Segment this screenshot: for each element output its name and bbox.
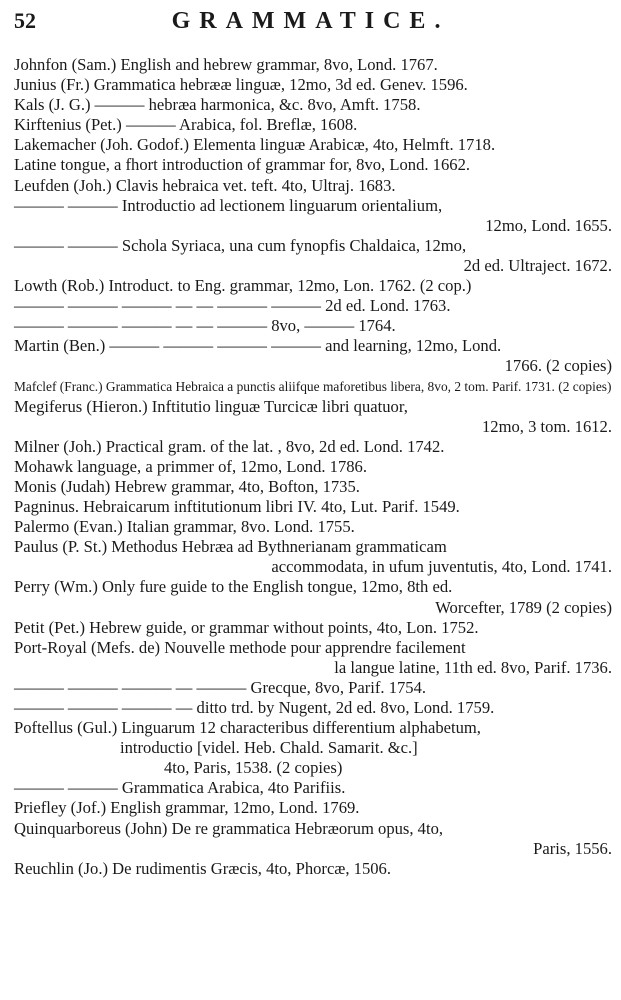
entry-line: Mafclef (Franc.) Grammatica Hebraica a punctis aliifque maforetibus libera, 8vo, 2 tom. Parif. 1731. (2 copies): [14, 378, 612, 394]
entry-line: Milner (Joh.) Practical gram. of the lat. , 8vo, 2d ed. Lond. 1742.: [14, 436, 445, 456]
bibliography-entry: [14, 618, 612, 638]
entry-line: Martin (Ben.) ——— ——— ——— ——— and learning, 12mo, Lond.: [14, 336, 502, 356]
entry-line: 12mo, Lond. 1655.: [485, 215, 612, 235]
bibliography-entry: [14, 397, 612, 437]
bibliography-entry: [14, 497, 612, 517]
bibliography-entry: [14, 155, 612, 175]
entry-line: ——— ——— ——— — — ——— 8vo, ——— 1764.: [14, 316, 396, 336]
entry-line: Lakemacher (Joh. Godof.) Elementa linguæ Arabicæ, 4to, Helmft. 1718.: [14, 135, 496, 155]
bibliography-entry: [14, 798, 612, 818]
entry-line: 2d ed. Ultraject. 1672.: [463, 255, 612, 275]
entry-line: Reuchlin (Jo.) De rudimentis Græcis, 4to, Phorcæ, 1506.: [14, 858, 392, 878]
entry-line: introductio [videl. Heb. Chald. Samarit. &c.]: [120, 738, 418, 758]
entry-line: Palermo (Evan.) Italian grammar, 8vo. Lond. 1755.: [14, 517, 355, 537]
entry-line: Monis (Judah) Hebrew grammar, 4to, Bofton, 1735.: [14, 476, 360, 496]
bibliography-entry: [14, 135, 612, 155]
entry-line: Megiferus (Hieron.) Inftitutio linguæ Turcicæ libri quatuor,: [14, 396, 408, 416]
bibliography-entry: [14, 95, 612, 115]
bibliography-entry: [14, 377, 612, 397]
entry-line: Quinquarboreus (John) De re grammatica Hebræorum opus, 4to,: [14, 818, 444, 838]
bibliography-entry: [14, 859, 612, 879]
bibliography-entry: [14, 778, 612, 798]
entry-line: Johnfon (Sam.) English and hebrew grammar, 8vo, Lond. 1767.: [14, 55, 438, 74]
bibliography-entry: [14, 316, 612, 336]
entry-line: Kirftenius (Pet.) ——— Arabica, fol. Breflæ, 1608.: [14, 115, 358, 135]
entry-line: 1766. (2 copies): [504, 356, 612, 376]
entry-line: accommodata, in ufum juventutis, 4to, Lond. 1741.: [271, 557, 612, 577]
bibliography-entry: [14, 477, 612, 497]
entry-line: ——— ——— ——— — ——— Grecque, 8vo, Parif. 1754.: [14, 677, 427, 697]
entry-line: ——— ——— Introductio ad lectionem linguarum orientalium,: [14, 195, 443, 215]
bibliography-entry: [14, 698, 612, 718]
bibliography-entry: [14, 336, 612, 376]
entry-line: Petit (Pet.) Hebrew guide, or grammar without points, 4to, Lon. 1752.: [14, 617, 479, 637]
entry-line: 4to, Paris, 1538. (2 copies): [164, 758, 343, 778]
bibliography-entry: [14, 517, 612, 537]
bibliography-entry: [14, 678, 612, 698]
entry-line: Latine tongue, a fhort introduction of grammar for, 8vo, Lond. 1662.: [14, 155, 471, 175]
running-title: GRAMMATICE.: [171, 8, 450, 34]
bibliography-entry: [14, 457, 612, 477]
entry-line: Kals (J. G.) ——— hebræa harmonica, &c. 8vo, Amft. 1758.: [14, 95, 421, 115]
bibliography-entry: [14, 55, 612, 75]
entry-line: ——— ——— ——— — ditto trd. by Nugent, 2d ed. 8vo, Lond. 1759.: [14, 698, 495, 717]
bibliography-entries: [14, 55, 612, 879]
bibliography-entry: [14, 196, 612, 236]
bibliography-entry: [14, 537, 612, 577]
bibliography-entry: [14, 236, 612, 276]
entry-line: Priefley (Jof.) English grammar, 12mo, Lond. 1769.: [14, 798, 360, 818]
entry-line: Mohawk language, a primmer of, 12mo, Lond. 1786.: [14, 456, 368, 476]
entry-line: ——— ——— Schola Syriaca, una cum fynopfis Chaldaica, 12mo,: [14, 235, 467, 255]
bibliography-entry: [14, 176, 612, 196]
entry-line: Perry (Wm.) Only fure guide to the English tongue, 12mo, 8th ed.: [14, 577, 453, 597]
bibliography-entry: [14, 577, 612, 617]
entry-line: ——— ——— Grammatica Arabica, 4to Parifiis.: [14, 778, 346, 798]
entry-line: Paulus (P. St.) Methodus Hebræa ad Bythnerianam grammaticam: [14, 537, 447, 557]
entry-line: Poftellus (Gul.) Linguarum 12 characteribus differentium alphabetum,: [14, 718, 481, 738]
entry-line: Worcefter, 1789 (2 copies): [435, 597, 612, 617]
entry-line: Port-Royal (Mefs. de) Nouvelle methode pour apprendre facilement: [14, 637, 466, 657]
bibliography-entry: [14, 296, 612, 316]
entry-line: Junius (Fr.) Grammatica hebrææ linguæ, 12mo, 3d ed. Genev. 1596.: [14, 75, 468, 95]
entry-line: Leufden (Joh.) Clavis hebraica vet. teft. 4to, Ultraj. 1683.: [14, 175, 396, 195]
bibliography-entry: [14, 718, 612, 778]
entry-line: Paris, 1556.: [533, 838, 612, 858]
entry-line: ——— ——— ——— — — ——— ——— 2d ed. Lond. 1763.: [14, 296, 451, 316]
bibliography-entry: [14, 437, 612, 457]
entry-line: Pagninus. Hebraicarum inftitutionum libri IV. 4to, Lut. Parif. 1549.: [14, 497, 460, 517]
entry-line: Lowth (Rob.) Introduct. to Eng. grammar, 12mo, Lon. 1762. (2 cop.): [14, 276, 472, 296]
bibliography-entry: [14, 276, 612, 296]
entry-line: la langue latine, 11th ed. 8vo, Parif. 1736.: [334, 657, 612, 677]
bibliography-entry: [14, 115, 612, 135]
bibliography-entry: [14, 638, 612, 678]
entry-line: 12mo, 3 tom. 1612.: [482, 416, 612, 436]
bibliography-entry: [14, 819, 612, 859]
page-header: [0, 6, 621, 46]
bibliography-entry: [14, 75, 612, 95]
page-number: 52: [14, 8, 36, 33]
